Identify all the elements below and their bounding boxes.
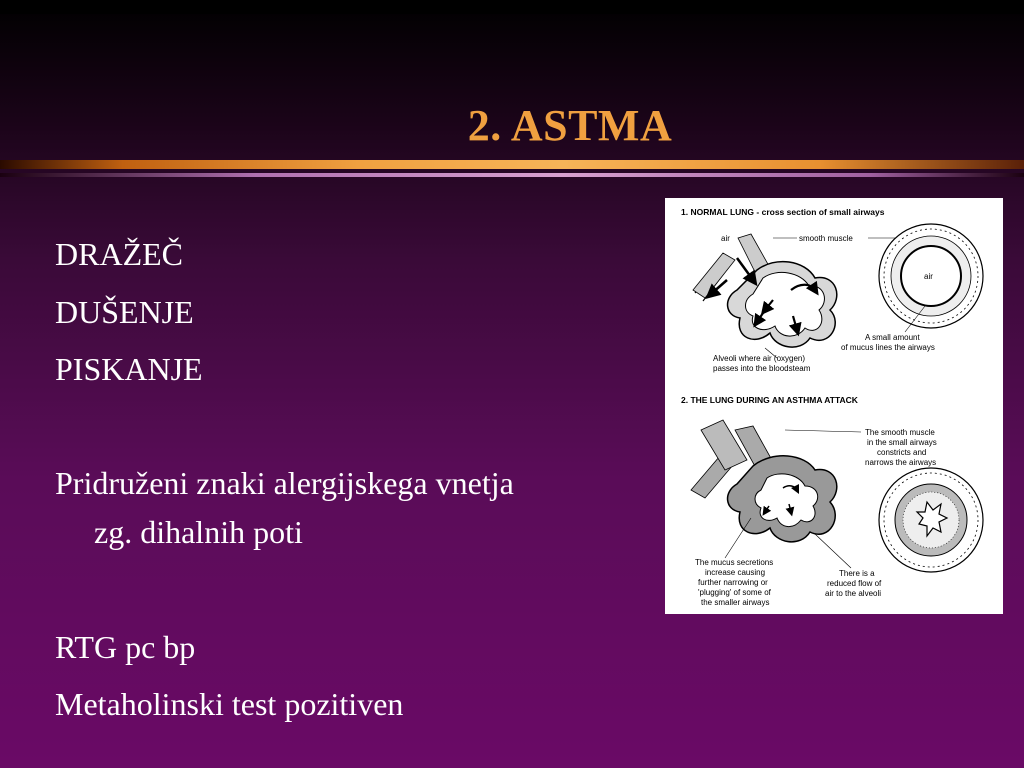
label-alveoli-line1: Alveoli where air (oxygen) <box>713 354 806 363</box>
label-air-inner: air <box>924 272 933 281</box>
panel2-heading: 2. THE LUNG DURING AN ASTHMA ATTACK <box>681 395 858 405</box>
slide-title: 2. ASTMA <box>467 101 673 150</box>
label-alveoli-line2: passes into the bloodsteam <box>713 364 811 373</box>
asthma-airway-cross-section <box>879 468 983 572</box>
symptom-dusenje: DUŠENJE <box>55 294 194 330</box>
label-smooth2-line4: narrows the airways <box>865 458 937 467</box>
asthma-airway-drawing <box>691 420 837 542</box>
normal-airway-drawing <box>693 234 837 347</box>
panel1-heading: 1. NORMAL LUNG - cross section of small airways <box>681 207 885 217</box>
title-divider-orange <box>0 160 1024 169</box>
label-reduced-line3: air to the alveoli <box>825 589 882 598</box>
label-smooth2-line2: in the small airways <box>867 438 937 447</box>
label-smooth-muscle: smooth muscle <box>799 234 853 243</box>
title-divider-pink <box>0 173 1024 177</box>
label-mucus-line2: of mucus lines the airways <box>841 343 935 352</box>
metacholine-test-item: Metaholinski test pozitiven <box>55 686 404 722</box>
allergy-signs-line1: Pridruženi znaki alergijskega vnetja <box>55 465 514 501</box>
label-air: air <box>721 234 730 243</box>
label-mucus-line1: A small amount <box>865 333 920 342</box>
label-reduced-line2: reduced flow of <box>827 579 882 588</box>
top-bar <box>0 0 1024 14</box>
label-reduced-line1: There is a <box>839 569 875 578</box>
symptom-piskanje: PISKANJE <box>55 351 203 387</box>
label-mucus2-line1: The mucus secretions <box>695 558 774 567</box>
label-mucus2-line4: 'plugging' of some of <box>698 588 771 597</box>
label-mucus2-line3: further narrowing or <box>698 578 768 587</box>
allergy-signs-line2: zg. dihalnih poti <box>94 514 303 550</box>
lung-illustration <box>665 198 1003 614</box>
label-mucus2-line5: the smaller airways <box>701 598 770 607</box>
label-smooth2-line3: constricts and <box>877 448 927 457</box>
label-smooth2-line1: The smooth muscle <box>865 428 935 437</box>
rtg-item: RTG pc bp <box>55 629 196 665</box>
symptom-drazec: DRAŽEČ <box>55 236 183 272</box>
lung-diagram-svg <box>665 198 1003 614</box>
label-mucus2-line2: increase causing <box>705 568 766 577</box>
